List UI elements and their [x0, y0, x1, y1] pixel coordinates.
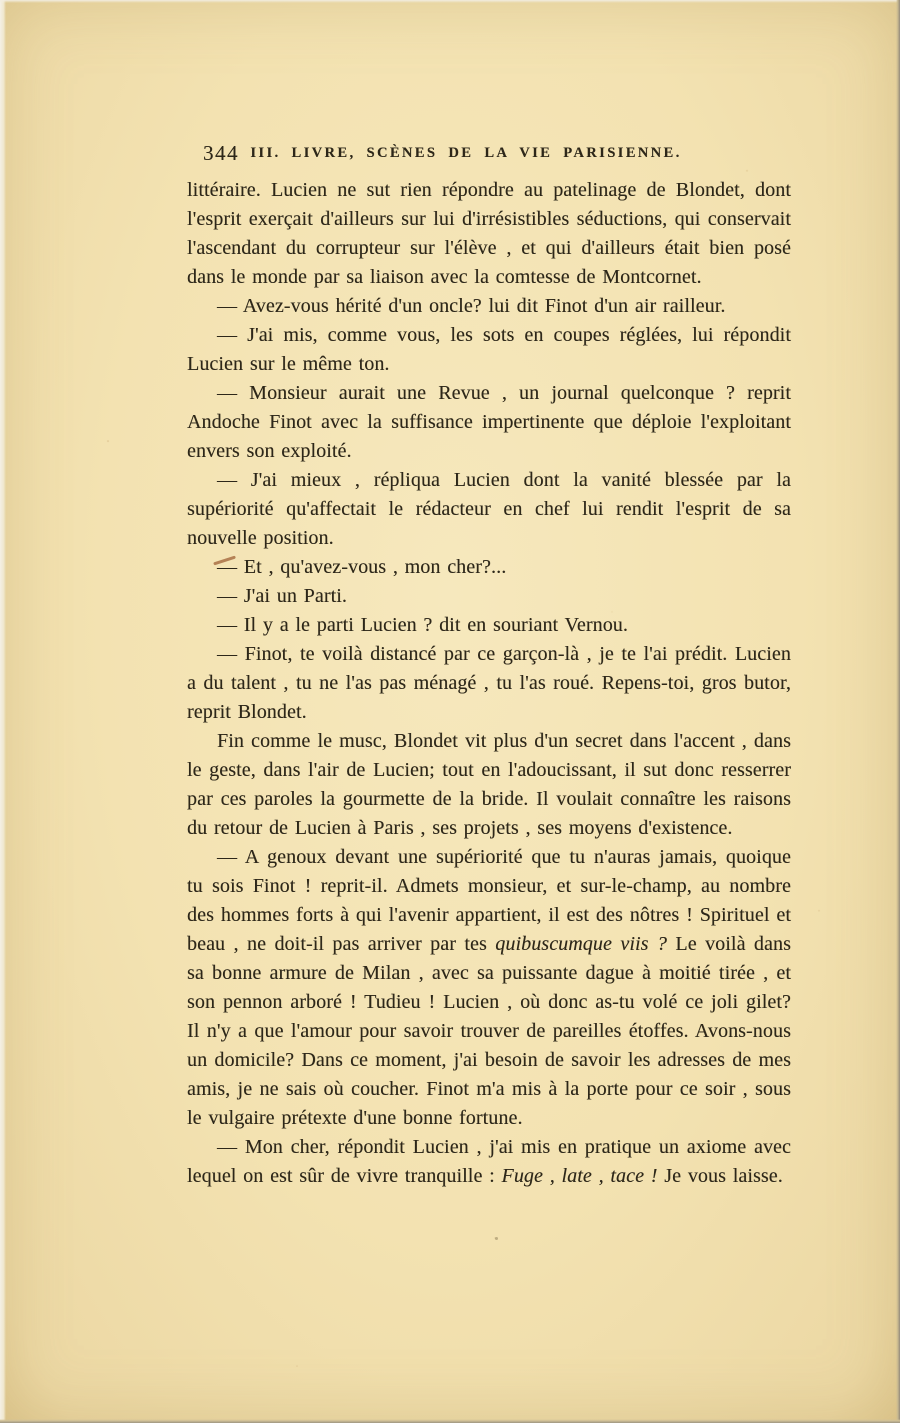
text-segment: — Il y a le parti Lucien ? dit en souriant Vernou. — [217, 614, 629, 636]
paragraph — [187, 1133, 791, 1191]
paragraph — [187, 321, 791, 379]
scan-edge-bottom — [0, 1419, 900, 1423]
running-header — [187, 141, 791, 167]
paragraph — [187, 553, 791, 582]
scan-edge-right — [896, 0, 900, 1423]
paragraph — [187, 292, 791, 321]
text-segment: — Et , qu'avez-vous , mon cher?... — [217, 556, 507, 578]
text-segment: Je vous laisse. — [657, 1165, 783, 1187]
paragraph — [187, 582, 791, 611]
text-segment: — J'ai un Parti. — [217, 585, 347, 607]
text-segment: — Finot, te voilà distancé par ce garçon-là , je te l'ai prédit. Lucien a du talent , tu ne l'as pas ménagé , tu l'as roué. Repens-toi, gros butor, reprit Blondet. — [187, 643, 791, 723]
paper-speckle — [495, 1237, 498, 1240]
page-body — [187, 176, 791, 1191]
text-segment: — J'ai mis, comme vous, les sots en coupes réglées, lui répondit Lucien sur le même ton. — [187, 324, 791, 375]
paragraph — [187, 176, 791, 292]
text-segment: — Avez-vous hérité d'un oncle? lui dit Finot d'un air railleur. — [217, 295, 726, 317]
text-segment: — A genoux devant une supériorité que tu n'auras jamais, quoique tu sois Finot ! reprit-il. Admets monsieur, et sur-le-champ, au nombre des hommes forts à qui l'avenir appartient, il est des nôtres ! Spirituel et beau , ne doit-il pas arriver par tes — [187, 846, 791, 955]
scan-edge-top — [0, 0, 900, 3]
running-title: III. LIVRE, SCÈNES DE LA VIE PARISIENNE. — [250, 145, 682, 161]
italic-phrase: quibuscumque viis ? — [495, 933, 668, 955]
paragraph — [187, 466, 791, 553]
paragraph — [187, 611, 791, 640]
scan-edge-left — [0, 0, 6, 1423]
paragraph — [187, 379, 791, 466]
text-segment: Fin comme le musc, Blondet vit plus d'un secret dans l'accent , dans le geste, dans l'air de Lucien; tout en l'adoucissant, il sut donc resserrer par ces paroles la gourmette de la bride. Il voulait connaître les raisons du retour de Lucien à Paris , ses projets , ses moyens d'existence. — [187, 730, 791, 839]
text-segment: littéraire. Lucien ne sut rien répondre au patelinage de Blondet, dont l'esprit exerçait d'ailleurs sur lui d'irrésistibles séductions, qui conservait l'ascendant du corrupteur sur l'élève , et qui d'ailleurs était bien posé dans le monde par sa liaison avec la comtesse de Montcornet. — [187, 179, 791, 288]
text-segment: — Mon cher, répondit Lucien , j'ai mis en pratique un axiome avec lequel on est sûr de vivre tranquille : — [187, 1136, 791, 1187]
paragraph — [187, 640, 791, 727]
page-number: 344 — [203, 141, 239, 165]
text-segment: — J'ai mieux , répliqua Lucien dont la vanité blessée par la supériorité qu'affectait le rédacteur en chef lui rendit l'esprit de sa nouvelle position. — [187, 469, 791, 549]
text-segment: — Monsieur aurait une Revue , un journal quelconque ? reprit Andoche Finot avec la suffisance impertinente que déploie l'exploitant envers son exploité. — [187, 382, 791, 462]
paragraph — [187, 727, 791, 843]
paragraph — [187, 843, 791, 1133]
text-block — [187, 141, 791, 1191]
italic-phrase: Fuge , late , tace ! — [501, 1165, 658, 1187]
text-segment: Le voilà dans sa bonne armure de Milan , avec sa puissante dague à moitié tirée , et son pennon arboré ! Tudieu ! Lucien , où donc as-tu volé ce joli gilet? Il n'y a que l'amour pour savoir trouver de pareilles étoffes. Avons-nous un domicile? Dans ce moment, j'ai besoin de savoir les adresses de mes amis, je ne sais où coucher. Finot m'a mis à la porte pour ce soir , sous le vulgaire prétexte d'une bonne fortune. — [187, 933, 791, 1129]
